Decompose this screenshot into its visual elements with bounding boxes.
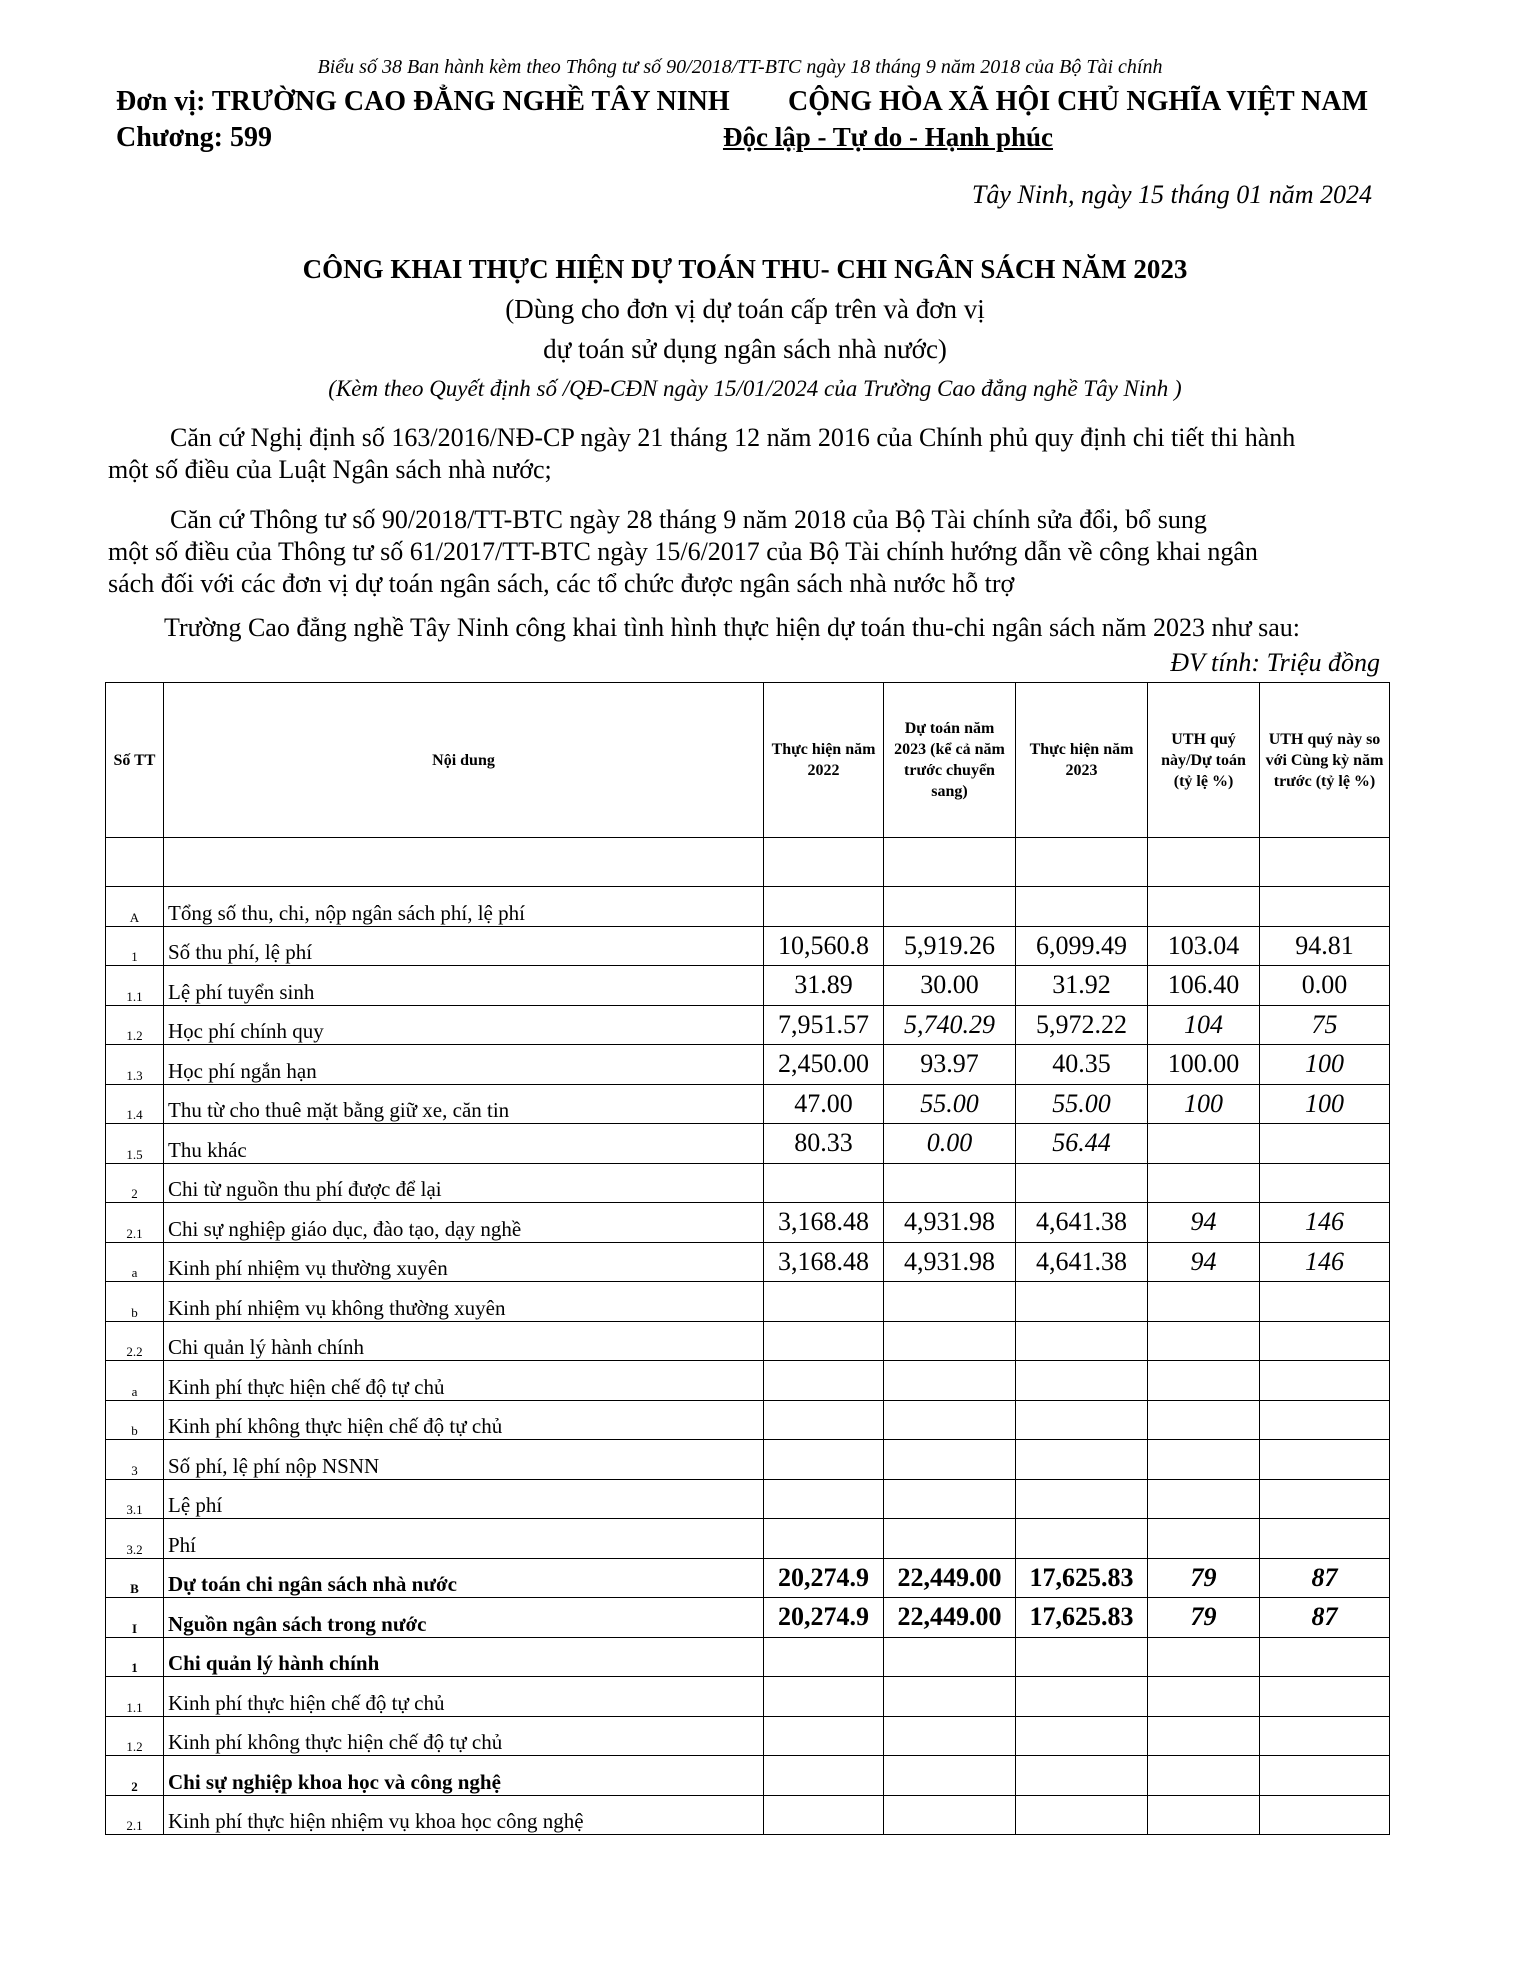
table-row <box>106 1716 1390 1756</box>
value-cell: 10,560.8 <box>764 926 884 966</box>
row-content-cell: Kinh phí không thực hiện chế độ tự chủ <box>164 1400 764 1440</box>
value-cell: 20,274.9 <box>764 1558 884 1598</box>
value-cell <box>764 1163 884 1203</box>
value-cell <box>764 1321 884 1361</box>
legal-basis-paragraph-1 <box>108 422 1408 486</box>
value-cell <box>1148 1519 1260 1559</box>
dateline: Tây Ninh, ngày 15 tháng 01 năm 2024 <box>971 180 1372 209</box>
table-row <box>106 1637 1390 1677</box>
row-number-cell: 2 <box>106 1756 164 1796</box>
value-cell <box>884 1361 1016 1401</box>
table-row <box>106 966 1390 1006</box>
value-cell <box>884 1677 1016 1717</box>
row-content-cell: Phí <box>164 1519 764 1559</box>
subtitle-line-2: dự toán sử dụng ngân sách nhà nước) <box>543 334 947 364</box>
value-cell <box>1260 1400 1390 1440</box>
value-cell: 40.35 <box>1016 1045 1148 1085</box>
value-cell <box>884 1163 1016 1203</box>
value-cell <box>1148 1479 1260 1519</box>
value-cell: 87 <box>1260 1598 1390 1638</box>
value-cell <box>764 1282 884 1322</box>
value-cell <box>764 1361 884 1401</box>
value-cell <box>1016 1756 1148 1796</box>
value-cell <box>1148 1795 1260 1835</box>
row-content-cell: Kinh phí không thực hiện chế độ tự chủ <box>164 1716 764 1756</box>
value-cell <box>1016 1282 1148 1322</box>
paragraph-line: Căn cứ Thông tư số 90/2018/TT-BTC ngày 28 tháng 9 năm 2018 của Bộ Tài chính sửa đổi, bổ sung <box>170 505 1207 534</box>
value-cell <box>884 1479 1016 1519</box>
value-cell <box>764 1677 884 1717</box>
row-number-cell: a <box>106 1242 164 1282</box>
document-title: CÔNG KHAI THỰC HIỆN DỰ TOÁN THU- CHI NGÂN SÁCH NĂM 2023 <box>302 254 1188 284</box>
value-cell <box>1260 1282 1390 1322</box>
table-row <box>106 1005 1390 1045</box>
value-cell <box>1260 1716 1390 1756</box>
value-cell: 75 <box>1260 1005 1390 1045</box>
value-cell <box>1016 1400 1148 1440</box>
value-cell <box>764 1637 884 1677</box>
value-cell: 3,168.48 <box>764 1203 884 1243</box>
value-cell <box>1260 1795 1390 1835</box>
chapter-number: Chương: 599 <box>116 122 272 153</box>
table-cell <box>1016 838 1148 887</box>
value-cell: 22,449.00 <box>884 1598 1016 1638</box>
value-cell: 80.33 <box>764 1124 884 1164</box>
value-cell: 47.00 <box>764 1084 884 1124</box>
value-cell <box>884 1756 1016 1796</box>
value-cell <box>764 1519 884 1559</box>
value-cell <box>1260 1321 1390 1361</box>
header-actual-2023: Thực hiện năm 2023 <box>1016 683 1148 838</box>
value-cell <box>884 1440 1016 1480</box>
row-content-cell: Số thu phí, lệ phí <box>164 926 764 966</box>
value-cell: 0.00 <box>884 1124 1016 1164</box>
table-row <box>106 1045 1390 1085</box>
value-cell <box>1148 1321 1260 1361</box>
row-number-cell: 1.4 <box>106 1084 164 1124</box>
value-cell <box>1148 1282 1260 1322</box>
paragraph-line: Căn cứ Nghị định số 163/2016/NĐ-CP ngày 21 tháng 12 năm 2016 của Chính phủ quy định chi tiết thi hành <box>170 423 1296 452</box>
value-cell <box>1016 1637 1148 1677</box>
row-number-cell: 2.1 <box>106 1203 164 1243</box>
table-row <box>106 1479 1390 1519</box>
row-content-cell: Lệ phí tuyển sinh <box>164 966 764 1006</box>
value-cell: 93.97 <box>884 1045 1016 1085</box>
row-number-cell: 1 <box>106 1637 164 1677</box>
value-cell: 79 <box>1148 1598 1260 1638</box>
row-number-cell: 1.1 <box>106 966 164 1006</box>
value-cell <box>1016 1479 1148 1519</box>
table-row <box>106 1242 1390 1282</box>
value-cell <box>764 1716 884 1756</box>
value-cell: 104 <box>1148 1005 1260 1045</box>
table-cell <box>764 838 884 887</box>
row-content-cell: Kinh phí thực hiện chế độ tự chủ <box>164 1361 764 1401</box>
row-content-cell: Chi sự nghiệp giáo dục, đào tạo, dạy nghề <box>164 1203 764 1243</box>
value-cell: 5,919.26 <box>884 926 1016 966</box>
table-row <box>106 1400 1390 1440</box>
value-cell <box>1260 887 1390 927</box>
value-cell <box>1260 1479 1390 1519</box>
value-cell: 79 <box>1148 1558 1260 1598</box>
row-content-cell: Dự toán chi ngân sách nhà nước <box>164 1558 764 1598</box>
value-cell: 22,449.00 <box>884 1558 1016 1598</box>
table-cell <box>164 838 764 887</box>
value-cell <box>764 1756 884 1796</box>
table-row <box>106 1598 1390 1638</box>
form-note: Biểu số 38 Ban hành kèm theo Thông tư số 90/2018/TT-BTC ngày 18 tháng 9 năm 2018 của Bộ Tài chính <box>317 56 1163 78</box>
row-content-cell: Số phí, lệ phí nộp NSNN <box>164 1440 764 1480</box>
value-cell: 30.00 <box>884 966 1016 1006</box>
row-number-cell: 2 <box>106 1163 164 1203</box>
value-cell <box>1016 1795 1148 1835</box>
value-cell <box>1148 1756 1260 1796</box>
value-cell <box>1260 1124 1390 1164</box>
table-row <box>106 1361 1390 1401</box>
header-actual-2022: Thực hiện năm 2022 <box>764 683 884 838</box>
row-number-cell: A <box>106 887 164 927</box>
value-cell <box>1148 1124 1260 1164</box>
table-row <box>106 926 1390 966</box>
value-cell <box>764 1400 884 1440</box>
value-cell <box>764 1795 884 1835</box>
value-cell: 17,625.83 <box>1016 1558 1148 1598</box>
row-content-cell: Lệ phí <box>164 1479 764 1519</box>
row-content-cell: Chi quản lý hành chính <box>164 1637 764 1677</box>
table-row <box>106 1163 1390 1203</box>
value-cell: 7,951.57 <box>764 1005 884 1045</box>
national-motto: Độc lập - Tự do - Hạnh phúc <box>722 122 1054 152</box>
value-cell: 100 <box>1260 1084 1390 1124</box>
value-cell: 146 <box>1260 1203 1390 1243</box>
row-content-cell: Kinh phí thực hiện chế độ tự chủ <box>164 1677 764 1717</box>
paragraph-line: sách đối với các đơn vị dự toán ngân sách, các tổ chức được ngân sách nhà nước hỗ trợ <box>108 569 1015 598</box>
row-number-cell: b <box>106 1400 164 1440</box>
value-cell: 6,099.49 <box>1016 926 1148 966</box>
table-cell <box>884 838 1016 887</box>
table-cell <box>1148 838 1260 887</box>
budget-table <box>105 682 1390 1835</box>
table-row <box>106 1795 1390 1835</box>
value-cell: 5,740.29 <box>884 1005 1016 1045</box>
value-cell: 4,641.38 <box>1016 1242 1148 1282</box>
value-cell: 103.04 <box>1148 926 1260 966</box>
value-cell: 4,641.38 <box>1016 1203 1148 1243</box>
row-content-cell: Tổng số thu, chi, nộp ngân sách phí, lệ phí <box>164 887 764 927</box>
value-cell <box>1260 1677 1390 1717</box>
value-cell: 106.40 <box>1148 966 1260 1006</box>
value-cell <box>1148 1677 1260 1717</box>
row-number-cell: 3.1 <box>106 1479 164 1519</box>
value-cell: 4,931.98 <box>884 1242 1016 1282</box>
table-cell <box>1260 838 1390 887</box>
value-cell: 2,450.00 <box>764 1045 884 1085</box>
table-row <box>106 1440 1390 1480</box>
paragraph-line: một số điều của Luật Ngân sách nhà nước; <box>108 455 552 484</box>
table-row <box>106 1558 1390 1598</box>
value-cell <box>1148 1400 1260 1440</box>
value-cell <box>1260 1756 1390 1796</box>
header-content: Nội dung <box>164 683 764 838</box>
row-content-cell: Kinh phí nhiệm vụ thường xuyên <box>164 1242 764 1282</box>
table-row <box>106 1282 1390 1322</box>
row-number-cell: I <box>106 1598 164 1638</box>
row-content-cell: Thu khác <box>164 1124 764 1164</box>
value-cell <box>884 1716 1016 1756</box>
value-cell <box>1260 1637 1390 1677</box>
row-content-cell: Kinh phí nhiệm vụ không thường xuyên <box>164 1282 764 1322</box>
table-row <box>106 1321 1390 1361</box>
row-content-cell: Thu từ cho thuê mặt bằng giữ xe, căn tin <box>164 1084 764 1124</box>
value-cell: 94.81 <box>1260 926 1390 966</box>
row-number-cell: 2.2 <box>106 1321 164 1361</box>
legal-basis-paragraph-2 <box>108 504 1408 600</box>
subtitle-line-1: (Dùng cho đơn vị dự toán cấp trên và đơn vị <box>505 294 985 324</box>
row-number-cell: 1.5 <box>106 1124 164 1164</box>
paragraph-line: Trường Cao đẳng nghề Tây Ninh công khai tình hình thực hiện dự toán thu-chi ngân sách năm 2023 như sau: <box>164 613 1300 642</box>
table-row <box>106 1203 1390 1243</box>
paragraph-line: một số điều của Thông tư số 61/2017/TT-BTC ngày 15/6/2017 của Bộ Tài chính hướng dẫn về công khai ngân <box>108 537 1258 566</box>
nation-title: CỘNG HÒA XÃ HỘI CHỦ NGHĨA VIỆT NAM <box>788 86 1369 117</box>
value-cell <box>764 1440 884 1480</box>
row-number-cell: 3.2 <box>106 1519 164 1559</box>
value-cell <box>1260 1519 1390 1559</box>
row-number-cell: B <box>106 1558 164 1598</box>
value-cell <box>884 1321 1016 1361</box>
value-cell <box>1148 1440 1260 1480</box>
table-row <box>106 887 1390 927</box>
table-row <box>106 1124 1390 1164</box>
header-estimate-2023: Dự toán năm 2023 (kể cả năm trước chuyển sang) <box>884 683 1016 838</box>
value-cell: 31.92 <box>1016 966 1148 1006</box>
value-cell: 55.00 <box>884 1084 1016 1124</box>
value-cell <box>1260 1163 1390 1203</box>
row-number-cell: a <box>106 1361 164 1401</box>
value-cell <box>1016 1440 1148 1480</box>
value-cell: 5,972.22 <box>1016 1005 1148 1045</box>
value-cell <box>1016 1677 1148 1717</box>
value-cell <box>1016 1716 1148 1756</box>
value-cell <box>764 1479 884 1519</box>
value-cell: 56.44 <box>1016 1124 1148 1164</box>
value-cell <box>884 1795 1016 1835</box>
row-content-cell: Nguồn ngân sách trong nước <box>164 1598 764 1638</box>
value-cell: 3,168.48 <box>764 1242 884 1282</box>
row-content-cell: Kinh phí thực hiện nhiệm vụ khoa học công nghệ <box>164 1795 764 1835</box>
row-content-cell: Chi sự nghiệp khoa học và công nghệ <box>164 1756 764 1796</box>
value-cell: 4,931.98 <box>884 1203 1016 1243</box>
value-cell <box>1260 1361 1390 1401</box>
value-cell <box>1016 1321 1148 1361</box>
value-cell: 31.89 <box>764 966 884 1006</box>
value-cell <box>1148 887 1260 927</box>
value-cell <box>884 1519 1016 1559</box>
decision-reference: (Kèm theo Quyết định số /QĐ-CĐN ngày 15/01/2024 của Trường Cao đẳng nghề Tây Ninh ) <box>328 376 1182 401</box>
row-content-cell: Học phí ngắn hạn <box>164 1045 764 1085</box>
value-cell <box>1016 1163 1148 1203</box>
row-number-cell: 1.3 <box>106 1045 164 1085</box>
row-number-cell: 1.2 <box>106 1005 164 1045</box>
value-cell: 100 <box>1148 1084 1260 1124</box>
row-number-cell: 1 <box>106 926 164 966</box>
value-cell <box>1148 1637 1260 1677</box>
value-cell <box>884 1282 1016 1322</box>
value-cell: 55.00 <box>1016 1084 1148 1124</box>
blank-row <box>106 838 1390 887</box>
row-content-cell: Chi quản lý hành chính <box>164 1321 764 1361</box>
header-stt: Số TT <box>106 683 164 838</box>
table-row <box>106 1519 1390 1559</box>
value-cell <box>1148 1361 1260 1401</box>
row-number-cell: 3 <box>106 1440 164 1480</box>
value-cell: 17,625.83 <box>1016 1598 1148 1638</box>
row-number-cell: 2.1 <box>106 1795 164 1835</box>
value-cell <box>1016 1519 1148 1559</box>
value-cell <box>1148 1163 1260 1203</box>
row-content-cell: Chi từ nguồn thu phí được để lại <box>164 1163 764 1203</box>
row-content-cell: Học phí chính quy <box>164 1005 764 1045</box>
value-cell: 100.00 <box>1148 1045 1260 1085</box>
table-row <box>106 1756 1390 1796</box>
row-number-cell: b <box>106 1282 164 1322</box>
value-cell <box>884 887 1016 927</box>
row-number-cell: 1.1 <box>106 1677 164 1717</box>
table-row <box>106 1084 1390 1124</box>
unit-name: Đơn vị: TRƯỜNG CAO ĐẲNG NGHỀ TÂY NINH <box>116 86 730 117</box>
unit-of-measure: ĐV tính: Triệu đồng <box>1170 648 1380 677</box>
value-cell <box>1148 1716 1260 1756</box>
value-cell <box>884 1400 1016 1440</box>
value-cell: 20,274.9 <box>764 1598 884 1638</box>
value-cell <box>1016 887 1148 927</box>
value-cell <box>884 1637 1016 1677</box>
value-cell: 146 <box>1260 1242 1390 1282</box>
table-cell <box>106 838 164 887</box>
value-cell <box>1260 1440 1390 1480</box>
announcement-paragraph <box>108 612 1408 644</box>
table-row <box>106 1677 1390 1717</box>
value-cell: 94 <box>1148 1203 1260 1243</box>
header-ratio-prior-year: UTH quý này so với Cùng kỳ năm trước (tỷ lệ %) <box>1260 683 1390 838</box>
row-number-cell: 1.2 <box>106 1716 164 1756</box>
table-header-row <box>106 683 1390 838</box>
value-cell <box>764 887 884 927</box>
header-ratio-estimate: UTH quý này/Dự toán (tỷ lệ %) <box>1148 683 1260 838</box>
value-cell: 87 <box>1260 1558 1390 1598</box>
value-cell: 0.00 <box>1260 966 1390 1006</box>
value-cell: 100 <box>1260 1045 1390 1085</box>
value-cell: 94 <box>1148 1242 1260 1282</box>
value-cell <box>1016 1361 1148 1401</box>
